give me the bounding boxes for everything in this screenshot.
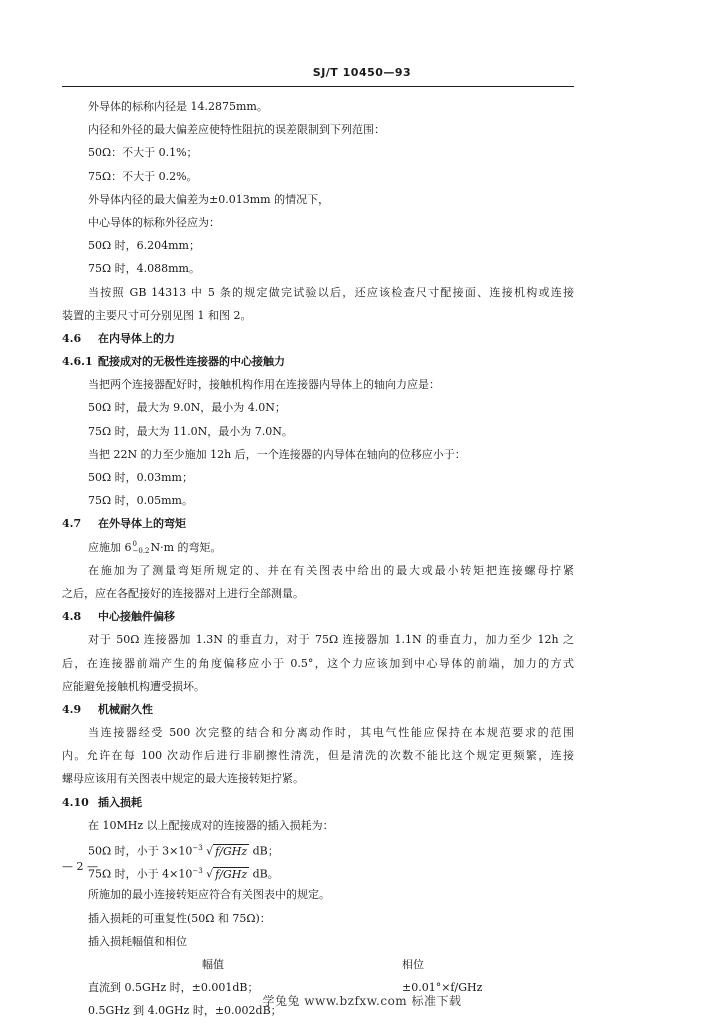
text-line: 75Ω：不大于 0.2%。: [88, 169, 198, 183]
text-line: 当把 22N 的力至少施加 12h 后，一个连接器的内导体在轴向的位移应小于：: [88, 447, 466, 461]
sqrt-sign: √: [202, 844, 214, 858]
section-title: 中心接触件偏移: [98, 610, 175, 624]
phase-value: ±0.01°×f/GHz: [402, 981, 483, 995]
section-heading: [62, 698, 574, 721]
torque-line: [62, 536, 574, 559]
document-body: [62, 95, 574, 1023]
text-line: 50Ω 时，最大为 9.0N，最小为 4.0N；: [88, 401, 286, 415]
text-line: 应能避免接触机构遭受损坏。: [62, 679, 205, 693]
section-heading: [62, 350, 574, 373]
section-number: 4.10: [62, 795, 89, 809]
text-line: 螺母应该用有关图表中规定的最大连接转矩拧紧。: [62, 772, 304, 786]
table-column-headers: [62, 953, 574, 976]
column-header-amplitude: 幅值: [202, 957, 224, 971]
section-title: 配接成对的无极性连接器的中心接触力: [98, 355, 285, 369]
text-line: 当按照 GB 14313 中 5 条的规定做完试验以后，还应该检查尺寸配接面、连接机构或连接: [88, 285, 574, 299]
text-run: 75Ω 时，小于 4×10: [88, 867, 193, 881]
section-number: 4.9: [62, 702, 82, 716]
text-line: 外导体内径的最大偏差为±0.013mm 的情况下，: [88, 192, 330, 206]
text-line: 当把两个连接器配好时，接触机构作用在连接器内导体上的轴向力应是：: [88, 378, 440, 392]
text-line: 0.5GHz 到 4.0GHz 时，±0.002dB；: [88, 1004, 282, 1018]
section-title: 机械耐久性: [98, 702, 153, 716]
section-number: 4.8: [62, 610, 82, 624]
insertion-loss-line: [62, 837, 574, 860]
section-heading: [62, 791, 574, 814]
amplitude-value: 直流到 0.5GHz 时，±0.001dB；: [88, 981, 259, 995]
header-rule: [62, 86, 574, 87]
text-line: 装置的主要尺寸可分别见图 1 和图 2。: [62, 308, 252, 322]
text-run: N·m 的弯矩。: [150, 540, 222, 554]
text-run: 应施加 6: [88, 540, 132, 554]
text-line: 外导体的标称内径是 14.2875mm。: [88, 100, 268, 113]
tolerance-fraction: [133, 541, 150, 555]
section-heading: [62, 605, 574, 628]
section-title: 在外导体上的弯矩: [98, 517, 186, 531]
text-line: 75Ω 时，4.088mm。: [88, 262, 200, 276]
text-run: dB。: [249, 867, 279, 881]
text-line: 中心导体的标称外径应为：: [88, 215, 220, 229]
text-line: 后，在连接器前端产生的角度偏移应小于 0.5°，这个力应该加到中心导体的前端，加力的方式: [62, 656, 574, 670]
text-line: 在 10MHz 以上配接成对的连接器的插入损耗为：: [88, 818, 334, 832]
section-heading: [62, 327, 574, 350]
sqrt-radicand: f/GHz: [215, 844, 248, 858]
text-line: 内径和外径的最大偏差应使特性阻抗的误差限制到下列范围：: [88, 123, 385, 137]
text-run: 50Ω 时，小于 3×10: [88, 844, 193, 858]
exponent: −3: [192, 844, 203, 852]
text-line: 75Ω 时，最大为 11.0N，最小为 7.0N。: [88, 424, 293, 438]
text-line: 之后，应在各配接好的连接器对上进行全部测量。: [62, 586, 304, 600]
tolerance-lower: −0.2: [132, 546, 150, 555]
section-title: 插入损耗: [98, 795, 142, 809]
text-line: 50Ω：不大于 0.1%；: [88, 146, 198, 160]
section-heading: [62, 512, 574, 535]
text-line: 插入损耗幅值和相位: [88, 934, 187, 948]
text-line: 插入损耗的可重复性(50Ω 和 75Ω)：: [88, 911, 271, 925]
text-run: dB；: [249, 844, 279, 858]
exponent: −3: [192, 867, 203, 876]
text-line: 对于 50Ω 连接器加 1.3N 的垂直力，对于 75Ω 连接器加 1.1N 的垂直力，加力至少 12h 之: [88, 633, 574, 647]
tolerance-upper: 0: [132, 539, 137, 548]
section-number: 4.6.1: [62, 355, 93, 369]
text-line: 50Ω 时，0.03mm；: [88, 471, 193, 484]
standard-header: SJ/T 10450—93: [312, 66, 412, 79]
page-number: — 2 —: [62, 860, 98, 873]
text-line: 当连接器经受 500 次完整的结合和分离动作时，其电气性能应保持在本规范要求的范围: [88, 726, 574, 740]
text-line: 在施加为了测量弯矩所规定的、并在有关图表中给出的最大或最小转矩把连接螺母拧紧: [88, 563, 574, 577]
insertion-loss-line: [62, 860, 574, 883]
sqrt-radicand: f/GHz: [215, 867, 248, 881]
text-line: 75Ω 时，0.05mm。: [88, 494, 193, 508]
text-line: 内。允许在每 100 次动作后进行非刷擦性清洗，但是清洗的次数不能比这个规定更频繁，连接: [62, 749, 574, 763]
sqrt-sign: √: [202, 867, 214, 881]
text-line: 所施加的最小连接转矩应符合有关图表中的规定。: [88, 888, 330, 902]
text-line: 50Ω 时，6.204mm；: [88, 239, 200, 253]
watermark-footer: 学兔兔 www.bzfxw.com 标准下载: [262, 994, 462, 1008]
section-title: 在内导体上的力: [98, 331, 175, 345]
section-number: 4.7: [62, 517, 82, 531]
section-number: 4.6: [62, 331, 82, 345]
column-header-phase: 相位: [402, 957, 424, 971]
